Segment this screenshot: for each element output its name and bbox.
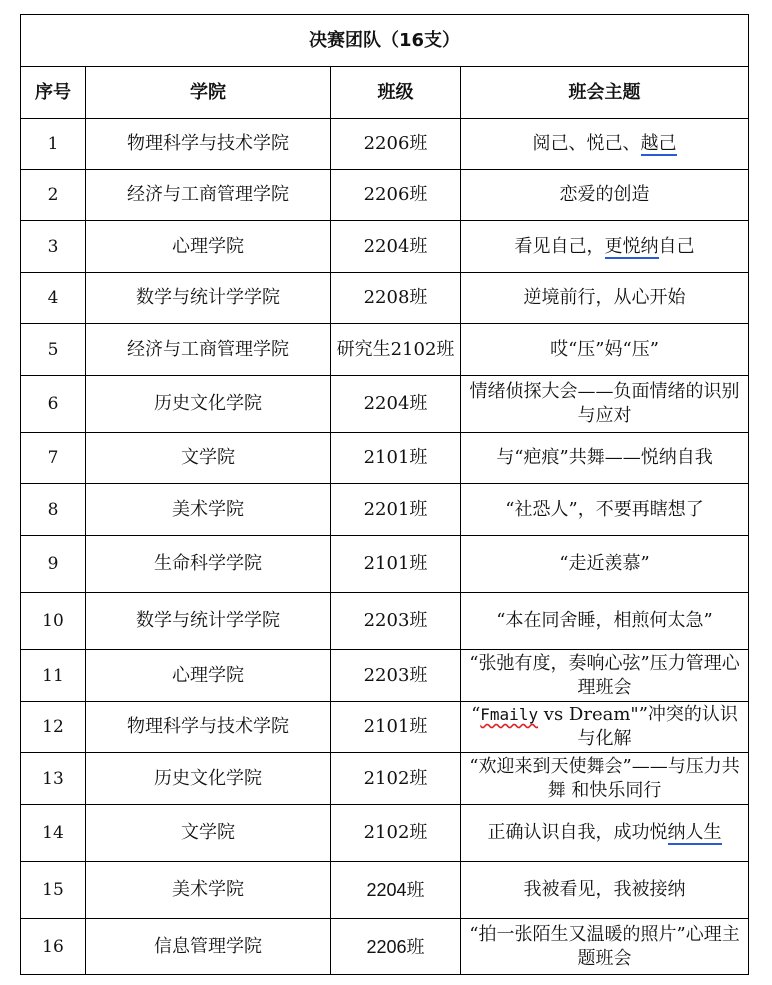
row-college: 经济与工商管理学院	[86, 324, 331, 376]
row-college: 心理学院	[86, 650, 331, 702]
row-class: 2101班	[331, 433, 461, 484]
theme-text: 阅己、悦己、	[532, 133, 641, 154]
table-row	[21, 862, 749, 919]
row-college: 美术学院	[86, 484, 331, 536]
row-college: 信息管理学院	[86, 919, 331, 975]
row-college: 数学与统计学学院	[86, 593, 331, 650]
row-no: 16	[21, 919, 86, 975]
row-theme	[461, 221, 749, 273]
row-class: 2206班	[331, 119, 461, 170]
row-theme: 情绪侦探大会——负面情绪的识别与应对	[461, 376, 749, 433]
table-row	[21, 324, 749, 376]
table-row	[21, 273, 749, 324]
row-college: 心理学院	[86, 221, 331, 273]
table-row	[21, 650, 749, 702]
row-college: 生命科学学院	[86, 536, 331, 593]
row-class: 2208班	[331, 273, 461, 324]
row-theme: “社恐人”，不要再瞎想了	[461, 484, 749, 536]
row-no: 11	[21, 650, 86, 702]
theme-text: “	[471, 704, 481, 725]
row-college: 物理科学与技术学院	[86, 702, 331, 753]
row-no: 10	[21, 593, 86, 650]
table-row	[21, 753, 749, 805]
row-theme: 哎“压”妈“压”	[461, 324, 749, 376]
table-row	[21, 702, 749, 753]
row-theme: 恋爱的创造	[461, 170, 749, 221]
row-theme: “本在同舍睡，相煎何太急”	[461, 593, 749, 650]
row-college: 历史文化学院	[86, 376, 331, 433]
row-theme: 逆境前行，从心开始	[461, 273, 749, 324]
finals-team-table	[20, 14, 749, 975]
table-row	[21, 221, 749, 273]
header-theme: 班会主题	[461, 67, 749, 119]
row-college: 数学与统计学学院	[86, 273, 331, 324]
row-class: 2206班	[331, 919, 461, 975]
table-title: 决赛团队（16支）	[21, 15, 749, 67]
row-class: 2201班	[331, 484, 461, 536]
row-no: 14	[21, 805, 86, 862]
row-no: 8	[21, 484, 86, 536]
row-no: 3	[21, 221, 86, 273]
theme-text-underlined: 纳人生	[667, 822, 722, 843]
row-class: 2203班	[331, 650, 461, 702]
row-class: 2204班	[331, 221, 461, 273]
row-theme	[461, 702, 749, 753]
theme-text: 看见自己，	[514, 235, 605, 257]
row-class: 研究生2102班	[331, 324, 461, 376]
row-college: 物理科学与技术学院	[86, 119, 331, 170]
row-theme: “走近羡慕”	[461, 536, 749, 593]
row-class: 2203班	[331, 593, 461, 650]
table-row	[21, 433, 749, 484]
row-college: 历史文化学院	[86, 753, 331, 805]
theme-text-underlined: 更悦纳	[604, 235, 659, 257]
row-college: 经济与工商管理学院	[86, 170, 331, 221]
row-no: 15	[21, 862, 86, 919]
table-header-row	[21, 67, 749, 119]
header-class: 班级	[331, 67, 461, 119]
table-row	[21, 376, 749, 433]
table-row	[21, 484, 749, 536]
row-theme	[461, 119, 749, 170]
row-theme: “拍一张陌生又温暖的照片”心理主题班会	[461, 919, 749, 975]
row-class: 2206班	[331, 170, 461, 221]
row-no: 12	[21, 702, 86, 753]
table-row	[21, 805, 749, 862]
row-college: 美术学院	[86, 862, 331, 919]
theme-text: 正确认识自我，成功悦	[487, 822, 668, 843]
row-class: 2102班	[331, 805, 461, 862]
table-row	[21, 536, 749, 593]
row-no: 5	[21, 324, 86, 376]
row-class: 2102班	[331, 753, 461, 805]
header-college: 学院	[86, 67, 331, 119]
row-college: 文学院	[86, 433, 331, 484]
row-no: 4	[21, 273, 86, 324]
row-class: 2204班	[331, 376, 461, 433]
row-class: 2101班	[331, 702, 461, 753]
table-row	[21, 170, 749, 221]
table-row	[21, 919, 749, 975]
theme-text: vs Dream"”冲突的认识与化解	[538, 704, 738, 749]
table-row	[21, 119, 749, 170]
row-theme: 我被看见，我被接纳	[461, 862, 749, 919]
row-theme	[461, 805, 749, 862]
row-no: 2	[21, 170, 86, 221]
row-no: 13	[21, 753, 86, 805]
table-row	[21, 593, 749, 650]
row-class: 2204班	[331, 862, 461, 919]
theme-text-underlined: 越己	[640, 133, 677, 154]
theme-text-spellcheck: Fmaily	[480, 705, 539, 724]
table-title-row	[21, 15, 749, 67]
row-no: 1	[21, 119, 86, 170]
row-no: 7	[21, 433, 86, 484]
row-theme: “欢迎来到天使舞会”——与压力共舞 和快乐同行	[461, 753, 749, 805]
row-no: 9	[21, 536, 86, 593]
theme-text: 自己	[658, 235, 695, 257]
header-no: 序号	[21, 67, 86, 119]
row-college: 文学院	[86, 805, 331, 862]
row-theme: 与“疤痕”共舞——悦纳自我	[461, 433, 749, 484]
row-theme: “张弛有度，奏响心弦”压力管理心理班会	[461, 650, 749, 702]
row-class: 2101班	[331, 536, 461, 593]
row-no: 6	[21, 376, 86, 433]
